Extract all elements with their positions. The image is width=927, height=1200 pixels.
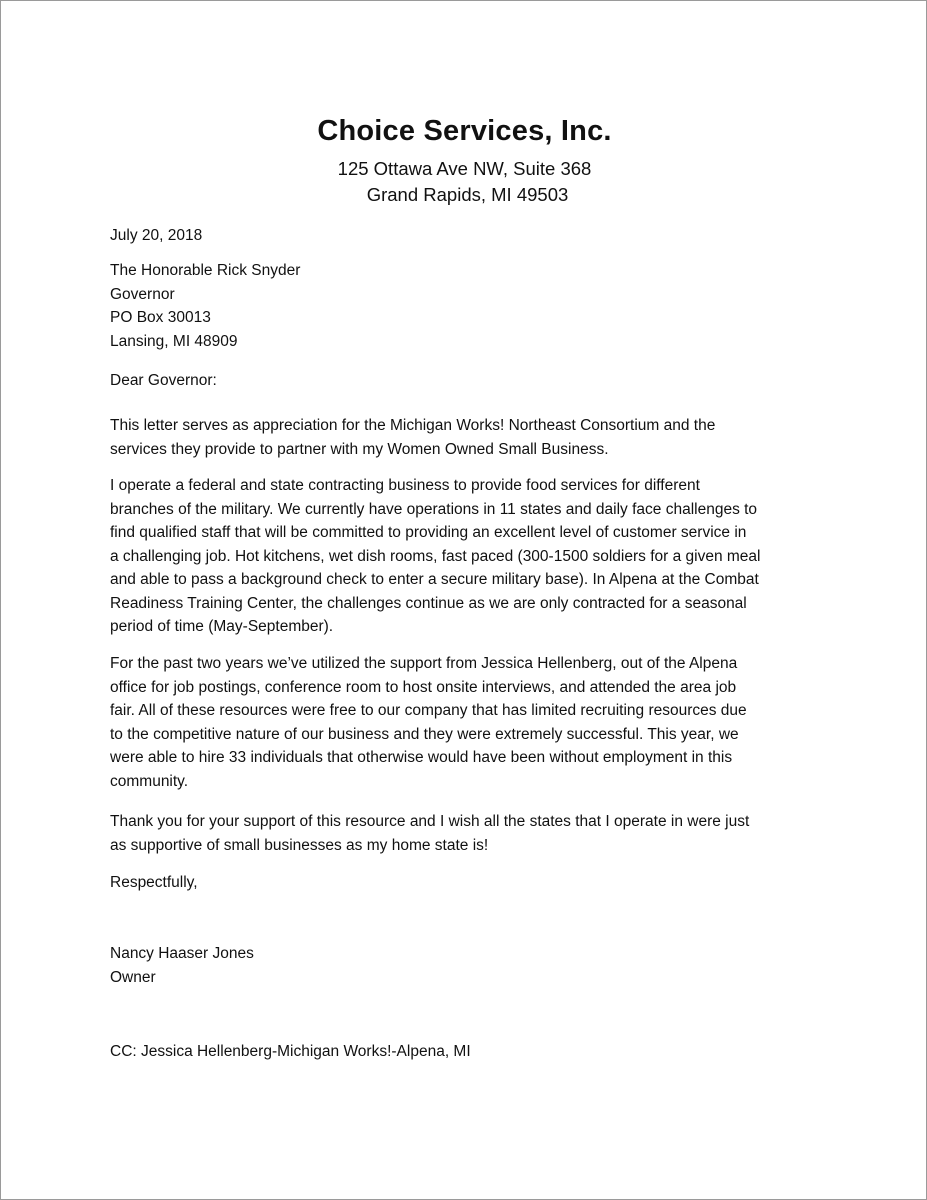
paragraph-business bbox=[110, 474, 825, 639]
paragraph-appreciation bbox=[110, 414, 825, 461]
paragraph-line: fair. All of these resources were free to our company that has limited recruiting resources due bbox=[110, 702, 747, 719]
paragraph-line: This letter serves as appreciation for the Michigan Works! Northeast Consortium and the bbox=[110, 417, 716, 434]
paragraph-line: and able to pass a background check to enter a secure military base). In Alpena at the Combat bbox=[110, 571, 759, 588]
paragraph-line: period of time (May-September). bbox=[110, 618, 334, 635]
paragraph-line: Readiness Training Center, the challenges continue as we are only contracted for a seasonal bbox=[110, 594, 747, 612]
cc-line: CC: Jessica Hellenberg-Michigan Works!-Alpena, MI bbox=[110, 1043, 471, 1060]
paragraph-thanks bbox=[110, 810, 825, 857]
letter-date: July 20, 2018 bbox=[110, 227, 203, 244]
paragraph-line: community. bbox=[110, 772, 189, 790]
paragraph-line: find qualified staff that will be committed to providing an excellent level of customer service in bbox=[110, 524, 747, 541]
closing: Respectfully, bbox=[110, 874, 198, 891]
paragraph-line: a challenging job. Hot kitchens, wet dish rooms, fast paced (300-1500 soldiers for a given meal bbox=[110, 547, 761, 565]
signer-title: Owner bbox=[110, 968, 156, 986]
paragraph-line: Thank you for your support of this resource and I wish all the states that I operate in were just bbox=[110, 813, 750, 830]
paragraph-line: were able to hire 33 individuals that otherwise would have been without employment in this bbox=[110, 749, 733, 766]
paragraph-line: For the past two years we’ve utilized the support from Jessica Hellenberg, out of the Alpena bbox=[110, 655, 738, 672]
recipient-name: The Honorable Rick Snyder bbox=[110, 262, 301, 279]
paragraph-line: as supportive of small businesses as my home state is! bbox=[110, 836, 489, 854]
recipient-city-state-zip: Lansing, MI 48909 bbox=[110, 332, 238, 350]
paragraph-line: office for job postings, conference room to host onsite interviews, and attended the area job bbox=[110, 678, 737, 696]
recipient-po-box: PO Box 30013 bbox=[110, 309, 211, 326]
signature-block bbox=[110, 942, 825, 989]
salutation: Dear Governor: bbox=[110, 372, 217, 389]
company-address-city: Grand Rapids, MI 49503 bbox=[366, 184, 569, 205]
company-name: Choice Services, Inc. bbox=[317, 115, 612, 147]
signer-name: Nancy Haaser Jones bbox=[110, 945, 254, 962]
paragraph-line: services they provide to partner with my Women Owned Small Business. bbox=[110, 440, 609, 458]
recipient-title: Governor bbox=[110, 285, 175, 303]
paragraph-line: to the competitive nature of our business and they were extremely successful. This year, we bbox=[110, 725, 739, 743]
company-address-street: 125 Ottawa Ave NW, Suite 368 bbox=[337, 158, 592, 179]
paragraph-line: branches of the military. We currently have operations in 11 states and daily face challenges to bbox=[110, 500, 758, 518]
paragraph-line: I operate a federal and state contracting business to provide food services for different bbox=[110, 477, 700, 494]
paragraph-support bbox=[110, 652, 825, 793]
recipient-block bbox=[110, 259, 825, 353]
